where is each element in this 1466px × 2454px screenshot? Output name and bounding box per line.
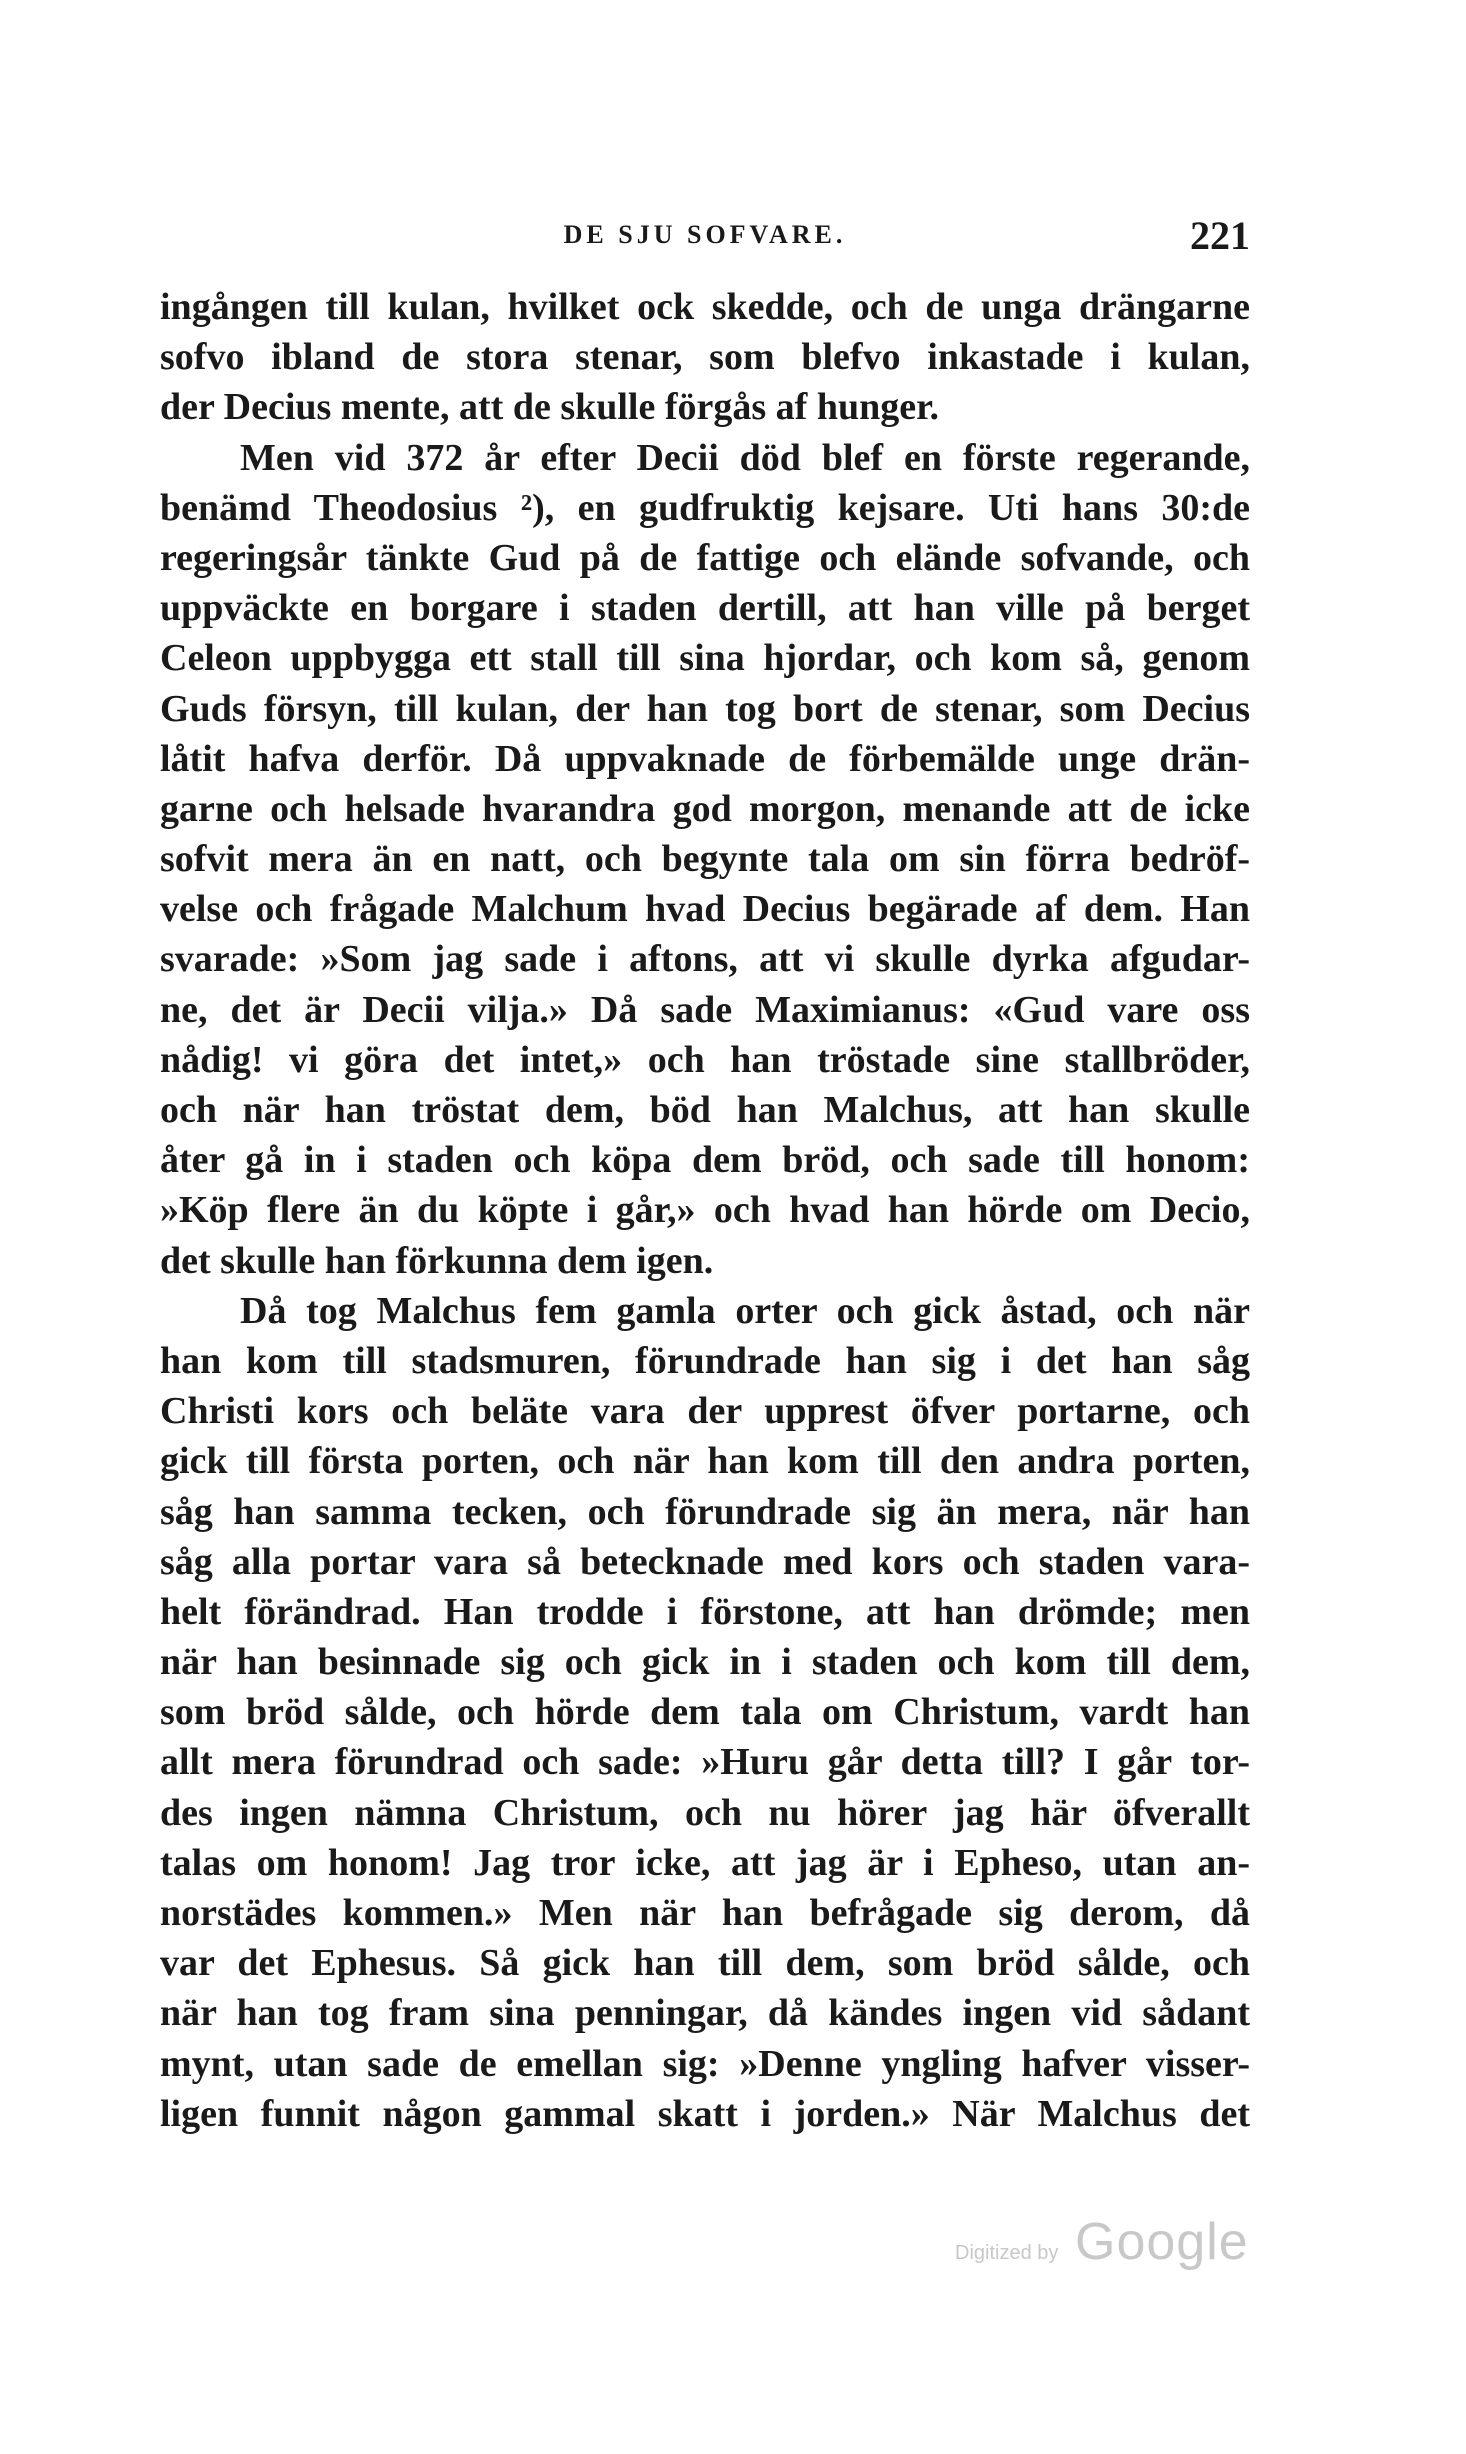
text-line: såg han samma tecken, och förundrade sig än mera, när han xyxy=(160,1490,1250,1533)
text-line: när han besinnade sig och gick in i staden och kom till dem, xyxy=(160,1641,1250,1684)
text-line: Guds försyn, till kulan, der han tog bort de stenar, som Decius xyxy=(160,687,1250,730)
text-line: låtit hafva derför. Då uppvaknade de förbemälde unge drän- xyxy=(160,737,1250,780)
text-line: mynt, utan sade de emellan sig: »Denne yngling hafver visser- xyxy=(160,2042,1250,2085)
text-line: »Köp flere än du köpte i går,» och hvad han hörde om Decio, xyxy=(160,1189,1250,1232)
text-line: ligen funnit någon gammal skatt i jorden.» När Malchus det xyxy=(160,2092,1250,2135)
digitized-watermark xyxy=(955,2212,1255,2282)
text-line: der Decius mente, att de skulle förgås af hunger. xyxy=(160,386,939,429)
text-line: garne och helsade hvarandra god morgon, menande att de icke xyxy=(160,787,1250,830)
running-head: DE SJU SOFVARE. xyxy=(563,220,847,249)
text-line: svarade: »Som jag sade i aftons, att vi skulle dyrka afgudar- xyxy=(160,938,1250,981)
text-line: benämd Theodosius ²), en gudfruktig kejsare. Uti hans 30:de xyxy=(160,486,1250,529)
text-line: det skulle han förkunna dem igen. xyxy=(160,1239,714,1282)
text-line: åter gå in i staden och köpa dem bröd, och sade till honom: xyxy=(160,1139,1250,1182)
text-line: nådig! vi göra det intet,» och han tröstade sine stallbröder, xyxy=(160,1038,1250,1081)
text-line: sofvo ibland de stora stenar, som blefvo inkastade i kulan, xyxy=(160,336,1250,379)
text-line: talas om honom! Jag tror icke, att jag är i Epheso, utan an- xyxy=(160,1841,1250,1884)
text-line: Christi kors och beläte vara der upprest öfver portarne, och xyxy=(160,1390,1250,1433)
text-line: regeringsår tänkte Gud på de fattige och elände sofvande, och xyxy=(160,536,1250,579)
text-line: Då tog Malchus fem gamla orter och gick åstad, och när xyxy=(240,1289,1250,1332)
page-header xyxy=(160,212,1250,262)
text-line: des ingen nämna Christum, och nu hörer jag här öfverallt xyxy=(160,1791,1250,1834)
text-line: Men vid 372 år efter Decii död blef en förste regerande, xyxy=(240,436,1250,479)
text-line: gick till första porten, och när han kom till den andra porten, xyxy=(160,1440,1250,1483)
watermark-prefix: Digitized by xyxy=(955,2242,1059,2264)
text-line: som bröd sålde, och hörde dem tala om Christum, vardt han xyxy=(160,1691,1250,1734)
text-line: ne, det är Decii vilja.» Då sade Maximianus: «Gud vare oss xyxy=(160,988,1250,1031)
body-text xyxy=(160,282,1250,2139)
watermark-brand: Google xyxy=(1075,2213,1249,2271)
text-line: och när han tröstat dem, böd han Malchus, att han skulle xyxy=(160,1089,1250,1131)
text-line: norstädes kommen.» Men när han befrågade sig derom, då xyxy=(160,1892,1250,1934)
text-line: velse och frågade Malchum hvad Decius begärade af dem. Han xyxy=(160,888,1250,931)
text-line: helt förändrad. Han trodde i förstone, att han drömde; men xyxy=(160,1590,1250,1633)
text-line: allt mera förundrad och sade: »Huru går detta till? I går tor- xyxy=(160,1741,1250,1784)
text-line: sofvit mera än en natt, och begynte tala om sin förra bedröf- xyxy=(160,838,1250,881)
text-line: när han tog fram sina penningar, då kändes ingen vid sådant xyxy=(160,1992,1250,2035)
text-line: uppväckte en borgare i staden dertill, att han ville på berget xyxy=(160,587,1250,630)
text-line: var det Ephesus. Så gick han till dem, som bröd sålde, och xyxy=(160,1942,1250,1985)
page-number: 221 xyxy=(1190,213,1250,258)
text-line: ingången till kulan, hvilket ock skedde, och de unga drängarne xyxy=(160,286,1250,328)
text-line: han kom till stadsmuren, förundrade han sig i det han såg xyxy=(160,1339,1250,1382)
text-line: såg alla portar vara så betecknade med kors och staden vara- xyxy=(160,1540,1250,1583)
text-line: Celeon uppbygga ett stall till sina hjordar, och kom så, genom xyxy=(160,637,1250,680)
